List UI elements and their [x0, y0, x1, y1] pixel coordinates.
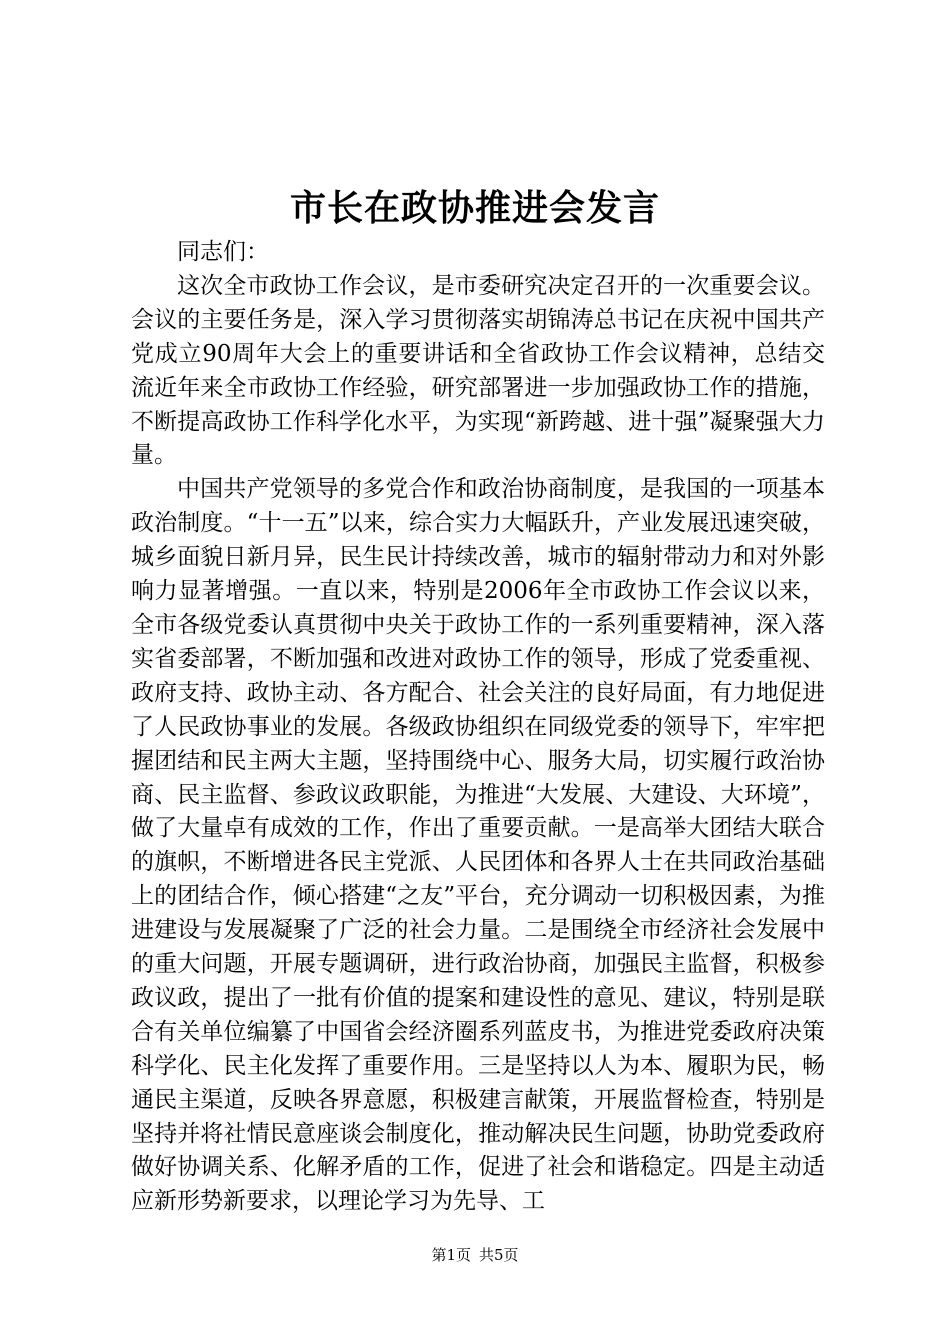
- document-body: [131, 236, 825, 1219]
- paragraph-1: 这次全市政协工作会议，是市委研究决定召开的一次重要会议。会议的主要任务是，深入学习贯彻落实胡锦涛总书记在庆祝中国共产党成立90周年大会上的重要讲话和全省政协工作会议精神，总结交流近年来全市政协工作经验，研究部署进一步加强政协工作的措施，不断提高政协工作科学化水平，为实现“新跨越、进十强”凝聚强大力量。: [131, 272, 825, 469]
- document-title: 市长在政协推进会发言: [289, 187, 660, 229]
- salutation: 同志们：: [177, 239, 269, 265]
- page-footer: [0, 1244, 950, 1266]
- paragraph-2: 中国共产党领导的多党合作和政治协商制度，是我国的一项基本政治制度。“十一五”以来，综合实力大幅跃升，产业发展迅速突破，城乡面貌日新月异，民生民计持续改善，城市的辐射带动力和对外影响力显著增强。一直以来，特别是2006年全市政协工作会议以来，全市各级党委认真贯彻中央关于政协工作的一系列重要精神，深入落实省委部署，不断加强和改进对政协工作的领导，形成了党委重视、政府支持、政协主动、各方配合、社会关注的良好局面，有力地促进了人民政协事业的发展。各级政协组织在同级党委的领导下，牢牢把握团结和民主两大主题，坚持围绕中心、服务大局，切实履行政治协商、民主监督、参政议政职能，为推进“大发展、大建设、大环境”，做了大量卓有成效的工作，作出了重要贡献。一是高举大团结大联合的旗帜，不断增进各民主党派、人民团体和各界人士在共同政治基础上的团结合作，倾心搭建“之友”平台，充分调动一切积极因素，为推进建设与发展凝聚了广泛的社会力量。二是围绕全市经济社会发展中的重大问题，开展专题调研，进行政治协商，加强民主监督，积极参政议政，提出了一批有价值的提案和建设性的意见、建议，特别是联合有关单位编纂了中国省会经济圈系列蓝皮书，为推进党委政府决策科学化、民主化发挥了重要作用。三是坚持以人为本、履职为民，畅通民主渠道，反映各界意愿，积极建言献策，开展监督检查，特别是坚持并将社情民意座谈会制度化，推动解决民生问题，协助党委政府做好协调关系、化解矛盾的工作，促进了社会和谐稳定。四是主动适应新形势新要求，以理论学习为先导、工: [131, 476, 825, 1215]
- page-number: 第1页: [431, 1246, 471, 1264]
- page-total: 共5页: [479, 1246, 519, 1264]
